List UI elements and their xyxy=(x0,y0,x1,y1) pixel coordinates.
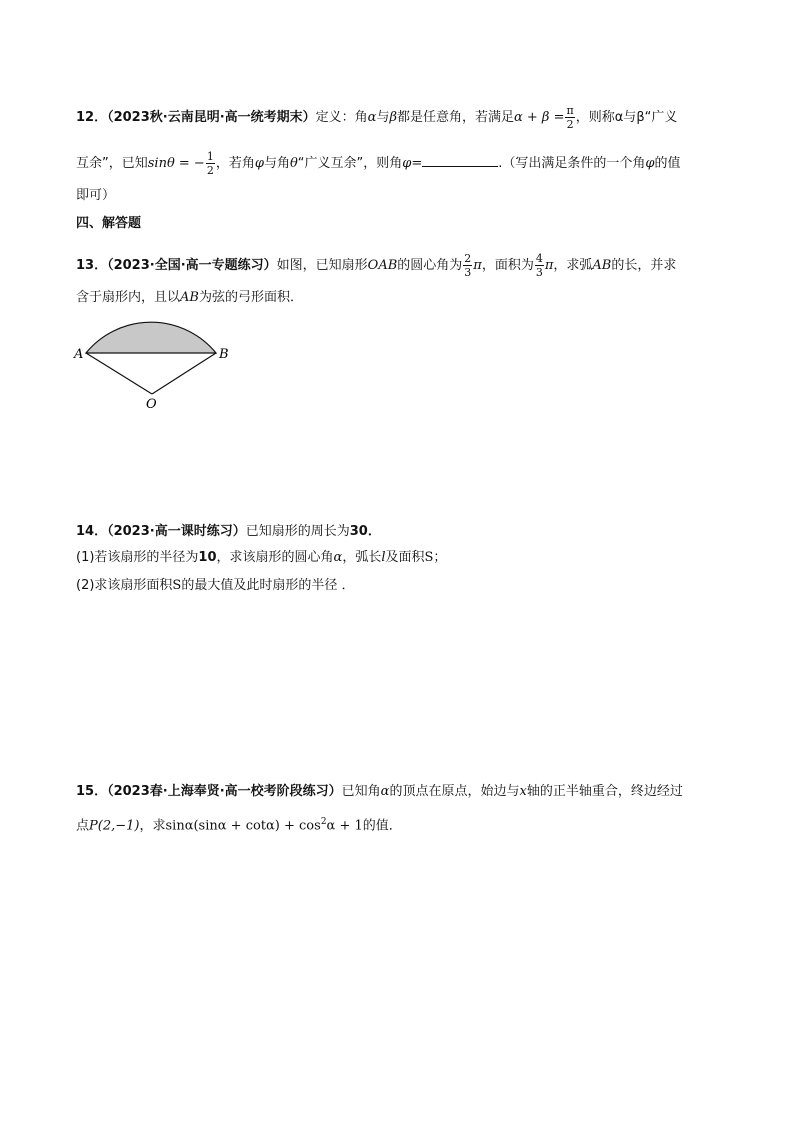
q15-line-1 xyxy=(76,782,683,802)
q14-part-2 xyxy=(76,576,354,596)
q12-text: 互余”，已知 xyxy=(76,156,148,171)
answer-blank[interactable] xyxy=(422,152,498,167)
q15-source: （2023春·上海奉贤·高一校考阶段练习） xyxy=(107,784,342,799)
arc-ab: AB xyxy=(592,258,612,273)
trig-expression: α + 1 xyxy=(326,818,363,834)
q14-number: 14． xyxy=(76,524,108,539)
fraction-numerator: 1 xyxy=(206,150,214,163)
q12-text: α与 xyxy=(614,110,637,125)
one-half-fraction xyxy=(206,150,215,177)
sector-oab: OAB xyxy=(367,258,398,273)
q12-text: 的值 xyxy=(654,156,681,171)
area-symbol: S xyxy=(172,578,182,593)
q14-text: (2)求该扇形面积 xyxy=(76,578,173,593)
q15-text: 轴的正半轴重合，终边经过 xyxy=(526,784,683,799)
q15-text: 已知角 xyxy=(341,784,381,799)
chord-ab: AB xyxy=(180,290,199,305)
beta-symbol: β xyxy=(389,110,397,125)
q13-text: 的圆心角为 xyxy=(397,258,463,273)
q15-text: ，求 xyxy=(139,818,166,834)
alpha-symbol: α xyxy=(380,784,390,799)
q14-text: ，弧长 xyxy=(342,550,382,565)
phi-symbol: φ xyxy=(645,156,655,171)
q15-text: 点 xyxy=(76,818,90,834)
trig-expression: sinα(sinα + cotα) + cos xyxy=(165,818,321,834)
fraction-denominator: 2 xyxy=(206,164,214,177)
q13-text: ，面积为 xyxy=(481,258,534,273)
label-b: B xyxy=(219,347,229,362)
label-o: O xyxy=(146,397,157,412)
perimeter-value: 30 xyxy=(349,524,368,539)
alpha-symbol: α xyxy=(367,110,377,125)
q13-source: （2023·全国·高一专题练习） xyxy=(107,258,277,273)
exponent-2: 2 xyxy=(320,817,327,827)
label-a: A xyxy=(74,347,84,362)
fraction-denominator: 3 xyxy=(464,266,472,279)
radius-value: 10 xyxy=(198,550,217,565)
q14-part-1 xyxy=(76,548,446,568)
q14-text: ． xyxy=(367,524,381,539)
q12-text: 即可） xyxy=(76,188,116,203)
q12-text: 都是任意角，若满足 xyxy=(396,110,514,125)
q12-number: 12． xyxy=(76,110,108,125)
q14-text: 及面积 xyxy=(385,550,425,565)
q12-text: 定义：角 xyxy=(315,110,368,125)
q15-text: 的值． xyxy=(362,818,402,834)
q13-number: 13． xyxy=(76,258,108,273)
q15-text: 的顶点在原点，始边与 xyxy=(389,784,520,799)
section-heading: 四、解答题 xyxy=(76,216,142,231)
fraction-denominator: 2 xyxy=(566,118,574,131)
q13-line-1 xyxy=(76,252,676,279)
fraction-numerator: π xyxy=(566,104,574,117)
pi-symbol: π xyxy=(544,258,554,273)
fraction-denominator: 3 xyxy=(535,266,543,279)
q13-text: ，求弧 xyxy=(553,258,593,273)
q12-text: .（写出满足条件的一个角 xyxy=(498,156,646,171)
q12-line-3 xyxy=(76,186,115,206)
q12-source: （2023秋·云南昆明·高一统考期末） xyxy=(107,110,316,125)
point-p: P(2,−1) xyxy=(89,818,140,834)
q13-text: 为弦的弓形面积． xyxy=(198,290,303,305)
alpha-symbol: α xyxy=(333,550,343,565)
q12-text: 与 xyxy=(376,110,390,125)
q12-line-1 xyxy=(76,104,677,131)
pi-symbol: π xyxy=(473,258,482,273)
phi-symbol: φ xyxy=(254,156,264,171)
q15-line-2 xyxy=(76,812,402,836)
q12-formula: α + β = xyxy=(514,110,565,125)
q15-number: 15． xyxy=(76,784,108,799)
area-fraction xyxy=(535,252,544,279)
q14-source: （2023·高一课时练习） xyxy=(107,524,246,539)
pi-over-2-fraction xyxy=(565,104,574,131)
x-symbol: x xyxy=(519,784,527,799)
area-symbol: S xyxy=(424,550,434,565)
angle-fraction xyxy=(463,252,472,279)
fraction-numerator: 4 xyxy=(535,252,543,265)
q13-text: 含于扇形内，且以 xyxy=(76,290,181,305)
phi-equals: φ= xyxy=(402,156,423,171)
q13-text: 的长，并求 xyxy=(611,258,677,273)
q13-text: 如图，已知扇形 xyxy=(276,258,368,273)
segment-shading xyxy=(86,322,216,353)
q12-text: 与角 xyxy=(263,156,290,171)
q12-text: “广义互余”，则角 xyxy=(297,156,403,171)
arc-length-symbol: l xyxy=(381,550,386,565)
line-ob xyxy=(152,353,216,394)
q12-text: ，若角 xyxy=(215,156,255,171)
fraction-numerator: 2 xyxy=(464,252,472,265)
q14-text: 已知扇形的周长为 xyxy=(245,524,350,539)
line-oa xyxy=(86,353,152,394)
q14-text: 的最大值及此时扇形的半径 ． xyxy=(181,578,355,593)
q12-text: ，则称 xyxy=(575,110,615,125)
sector-figure xyxy=(66,320,246,420)
q12-line-2 xyxy=(76,150,681,177)
q12-text: β“广义 xyxy=(636,110,678,125)
sin-theta: sinθ = − xyxy=(147,156,205,171)
q14-text: ； xyxy=(433,550,447,565)
q14-line-1 xyxy=(76,522,381,542)
q14-text: (1)若该扇形的半径为 xyxy=(76,550,199,565)
q13-line-2 xyxy=(76,288,303,308)
q14-text: ，求该扇形的圆心角 xyxy=(216,550,334,565)
theta-symbol: θ xyxy=(289,156,298,171)
